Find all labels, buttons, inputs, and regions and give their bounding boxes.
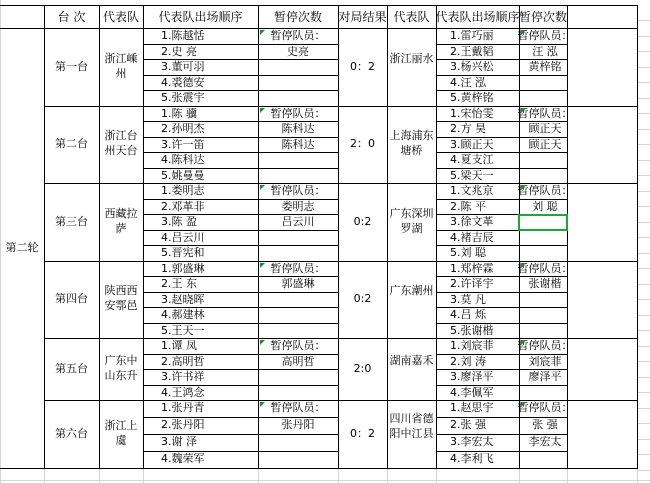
gridline [637, 20, 650, 21]
column-border [44, 5, 45, 468]
gridline [637, 284, 650, 285]
substituted-player: 高明哲 [281, 354, 315, 368]
player-a: 4.吕云川 [161, 230, 205, 244]
gridline [338, 468, 339, 483]
team-b-name: 四川省德阳中江县 [389, 412, 434, 440]
gridline [637, 454, 650, 455]
match-result: 2:0 [353, 362, 372, 375]
player-a: 3.董可羽 [161, 60, 205, 73]
player-b: 3.杨兴松 [450, 60, 494, 73]
substituted-player: 陈科达 [281, 122, 315, 135]
player-b: 2.陈 平 [450, 199, 486, 213]
player-a: 3.谢 泽 [161, 435, 197, 448]
player-a: 1.郭盛琳 [161, 261, 205, 275]
substituted-player: 廖泽平 [528, 370, 562, 383]
substitution-label: 暂停队员： [270, 29, 326, 42]
gridline [637, 330, 650, 331]
player-a: 1.陈越恬 [161, 29, 205, 42]
board-label: 第五台 [55, 362, 88, 375]
gridline [436, 468, 437, 483]
substituted-player: 李宏太 [528, 435, 562, 448]
player-b: 1.文兆京 [450, 184, 494, 197]
player-b: 4.汪 泓 [450, 75, 486, 89]
player-a: 1.陈 骥 [161, 106, 197, 120]
header-sub-a: 暂停次数 [273, 10, 323, 24]
player-a: 2.孙明杰 [161, 122, 205, 135]
comment-marker-icon [260, 30, 265, 35]
gridline [387, 468, 388, 483]
gridline [567, 468, 568, 483]
selected-cell[interactable] [518, 214, 568, 231]
player-b: 1.刘宸菲 [450, 339, 494, 352]
gridline [637, 113, 650, 114]
gridline [637, 468, 638, 483]
player-a: 4.郝建林 [161, 308, 205, 321]
gridline [637, 36, 650, 37]
substituted-player: 郭盛琳 [281, 277, 315, 290]
player-b: 5.张谢楷 [450, 323, 494, 337]
player-a: 2.邓革非 [161, 199, 205, 213]
gridline [637, 237, 650, 238]
team-b-name: 湖南嘉禾 [389, 354, 434, 367]
player-b: 1.郑梓霖 [450, 261, 494, 275]
player-b: 2.王戴韬 [450, 44, 494, 58]
substitution-label: 暂停队员： [270, 401, 326, 414]
gridline [637, 377, 650, 378]
player-b: 4.李佩军 [450, 385, 494, 399]
comment-marker-icon [521, 340, 526, 345]
player-a: 5.晋宪和 [161, 246, 205, 259]
header-order-b: 代表队出场顺序 [435, 10, 520, 24]
gridline [519, 468, 520, 483]
substituted-player: 张谢楷 [528, 277, 562, 290]
substituted-player: 汪 泓 [532, 44, 558, 58]
player-b: 3.廖泽平 [450, 370, 494, 383]
team-a-name: 广东中山东升 [104, 354, 138, 382]
substituted-player: 张 强 [532, 418, 558, 431]
substitution-label: 暂停队员： [517, 106, 573, 120]
header-board: 台 次 [57, 10, 86, 24]
substitution-label: 暂停队员： [270, 106, 326, 120]
column-border [637, 5, 638, 468]
substitution-label: 暂停队员： [517, 261, 573, 275]
comment-marker-icon [260, 108, 265, 113]
board-label: 第六台 [55, 427, 88, 440]
gridline [637, 392, 650, 393]
team-a-name: 浙江上虞 [104, 419, 138, 447]
player-a: 2.王 东 [161, 277, 197, 290]
header-result: 对局结果 [338, 10, 387, 24]
player-b: 2.刘 涛 [450, 354, 486, 368]
gridline [637, 408, 650, 409]
player-b: 5.梁天一 [450, 168, 494, 182]
player-b: 5.黄梓铭 [450, 91, 494, 104]
header-sub-b: 暂停次数 [518, 10, 568, 24]
column-border [387, 5, 388, 468]
substitution-label: 暂停队员： [270, 184, 326, 197]
substitution-label: 暂停队员： [517, 29, 573, 42]
match-result: 0:2 [353, 292, 372, 306]
player-b: 3.李宏太 [450, 435, 494, 448]
player-b: 1.宋怡雯 [450, 106, 494, 120]
gridline [637, 268, 650, 269]
gridline [637, 51, 650, 52]
player-b: 2.张 强 [450, 418, 486, 431]
team-a-name: 陕西西安鄠邑 [104, 284, 138, 313]
board-label: 第一台 [55, 59, 88, 73]
gridline [637, 98, 650, 99]
board-label: 第四台 [55, 292, 88, 306]
gridline [0, 0, 1, 483]
comment-marker-icon [521, 108, 526, 113]
gridline [0, 480, 650, 481]
substitution-label: 暂停队员： [517, 401, 573, 414]
substitution-label: 暂停队员： [270, 339, 326, 352]
gridline [637, 439, 650, 440]
gridline [637, 144, 650, 145]
gridline [637, 82, 650, 83]
substituted-player: 黄梓铭 [528, 60, 562, 73]
gridline [143, 468, 144, 483]
player-a: 1.娄明志 [161, 184, 205, 197]
gridline [637, 67, 650, 68]
player-b: 1.赵思宇 [450, 401, 494, 414]
table-bottom-border [0, 468, 638, 469]
gridline [637, 253, 650, 254]
comment-marker-icon [260, 263, 265, 268]
gridline [637, 315, 650, 316]
comment-marker-icon [260, 185, 265, 190]
player-b: 3.顾正天 [450, 137, 494, 151]
header-order-a: 代表队出场顺序 [158, 10, 243, 24]
header-team-a: 代表队 [102, 10, 140, 24]
team-b-name: 上海浦东塘桥 [389, 129, 434, 158]
player-b: 4.吕 烁 [450, 308, 486, 321]
player-b: 2.方 昊 [450, 122, 486, 135]
player-a: 1.张丹青 [161, 401, 205, 414]
player-a: 3.陈 盈 [161, 215, 197, 228]
gridline [637, 129, 650, 130]
player-a: 2.高明哲 [161, 354, 205, 368]
comment-marker-icon [521, 30, 526, 35]
player-a: 2.史 亮 [161, 44, 197, 58]
substitution-label: 暂停队员： [270, 261, 326, 275]
comment-marker-icon [521, 263, 526, 268]
column-border [99, 5, 100, 468]
gridline [637, 299, 650, 300]
gridline [637, 191, 650, 192]
gridline [637, 222, 650, 223]
team-a-name: 浙江嵊州 [104, 51, 138, 80]
substitution-label: 暂停队员： [517, 184, 573, 197]
team-a-name: 西藏拉萨 [104, 206, 138, 235]
comment-marker-icon [521, 402, 526, 407]
team-b-name: 浙江丽水 [389, 51, 434, 65]
gridline [637, 160, 650, 161]
player-a: 3.许书祥 [161, 370, 205, 383]
player-a: 4.裘德安 [161, 75, 205, 89]
substituted-player: 顾正天 [528, 122, 562, 135]
gridline [637, 470, 650, 471]
player-a: 5.姚曼曼 [161, 168, 205, 182]
table-top-border [0, 5, 638, 6]
substituted-player: 娄明志 [281, 199, 315, 213]
player-b: 4.夏支江 [450, 153, 494, 166]
gridline [99, 468, 100, 483]
team-a-name: 浙江台州天台 [104, 129, 138, 158]
gridline [637, 361, 650, 362]
substituted-player: 刘宸菲 [528, 354, 562, 368]
player-a: 3.赵晓晖 [161, 292, 205, 306]
player-a: 4.陈科达 [161, 153, 205, 166]
team-b-name: 广东深圳罗湖 [389, 206, 434, 235]
gridline [637, 423, 650, 424]
substituted-player: 顾正天 [528, 137, 562, 151]
player-b: 1.雷巧丽 [450, 29, 494, 42]
player-b: 5.刘 聪 [450, 246, 486, 259]
comment-marker-icon [260, 340, 265, 345]
comment-marker-icon [521, 185, 526, 190]
player-b: 4.李利飞 [450, 452, 494, 465]
board-label: 第三台 [55, 214, 88, 228]
player-a: 3.许一笛 [161, 137, 205, 151]
board-label: 第二台 [55, 137, 88, 151]
header-team-b: 代表队 [393, 10, 430, 24]
substituted-player: 张丹阳 [281, 418, 315, 431]
player-b: 3.莫 凡 [450, 292, 486, 306]
match-result: 2：0 [350, 137, 375, 151]
substitution-label: 暂停队员： [517, 339, 573, 352]
substituted-player: 吕云川 [281, 215, 315, 228]
match-result: 0：2 [350, 59, 375, 73]
match-result: 0：2 [350, 427, 375, 440]
player-a: 5.王天一 [161, 323, 205, 337]
gridline [637, 346, 650, 347]
substituted-player: 刘 聪 [532, 199, 558, 213]
player-a: 4.王鸿念 [161, 385, 205, 399]
player-b: 2.许译宇 [450, 277, 494, 290]
gridline [637, 175, 650, 176]
gridline [637, 206, 650, 207]
team-b-name: 广东潮州 [389, 284, 434, 298]
gridline [258, 468, 259, 483]
player-a: 1.谭 凤 [161, 339, 197, 352]
comment-marker-icon [260, 402, 265, 407]
substituted-player: 史亮 [287, 44, 309, 58]
player-a: 4.魏荣军 [161, 452, 205, 465]
player-b: 4.褚吉辰 [450, 230, 494, 244]
player-b: 3.徐文革 [450, 215, 494, 228]
substituted-player: 陈科达 [281, 137, 315, 151]
gridline [44, 468, 45, 483]
player-a: 5.张震宇 [161, 91, 205, 104]
player-a: 2.张丹阳 [161, 418, 205, 431]
round-label: 第二轮 [5, 241, 39, 254]
match-result: 0:2 [353, 214, 372, 228]
